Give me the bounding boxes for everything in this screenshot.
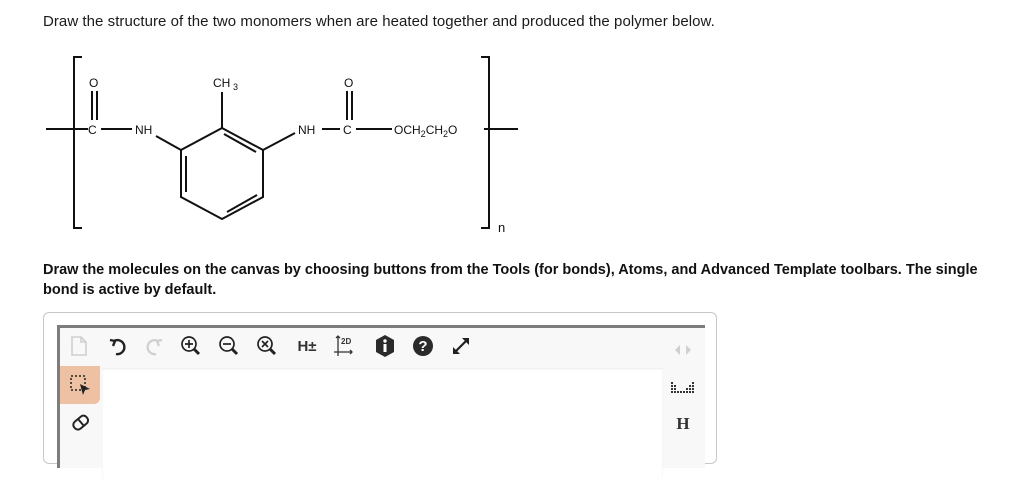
ester-chain-1: OCH bbox=[394, 123, 421, 137]
carbonyl-carbon-right: C bbox=[343, 123, 352, 137]
fullscreen-button[interactable] bbox=[448, 333, 474, 359]
help-icon bbox=[411, 334, 435, 358]
svg-text:OCH2CH2O bbox=[394, 123, 457, 139]
svg-text:2D: 2D bbox=[341, 337, 352, 346]
zoom-in-icon bbox=[179, 334, 203, 358]
help-button[interactable] bbox=[410, 333, 436, 359]
carbonyl-carbon-left: C bbox=[88, 123, 97, 137]
clean-2d-button[interactable] bbox=[332, 333, 358, 359]
question-text: Draw the structure of the two monomers when are heated together and produced the polymer below. bbox=[43, 13, 715, 30]
periodic-table-button[interactable] bbox=[668, 374, 698, 402]
methyl-subscript: 3 bbox=[233, 82, 239, 92]
scroll-arrows-icon bbox=[672, 343, 694, 357]
ester-sub-1: 2 bbox=[420, 129, 426, 139]
amide-nh-right: NH bbox=[298, 123, 316, 137]
toolbar-scroll-button[interactable] bbox=[668, 336, 698, 364]
right-toolbar bbox=[663, 328, 703, 468]
amide-nh-left: NH bbox=[135, 123, 153, 137]
eraser-icon bbox=[68, 411, 92, 435]
zoom-out-button[interactable] bbox=[216, 333, 242, 359]
right-bracket bbox=[481, 57, 489, 228]
new-document-button[interactable] bbox=[66, 333, 92, 359]
info-icon bbox=[374, 334, 396, 358]
instructions-line-2: bond is active by default. bbox=[43, 282, 217, 298]
instructions-line-1: Draw the molecules on the canvas by choosing buttons from the Tools (for bonds), Atoms, and Advanced Template toolbars. The single bbox=[43, 262, 978, 278]
zoom-out-icon bbox=[217, 334, 241, 358]
hydrogen-toggle-icon: H± bbox=[297, 337, 317, 355]
redo-button[interactable] bbox=[140, 333, 166, 359]
clean-2d-icon bbox=[332, 333, 358, 359]
undo-icon bbox=[108, 335, 130, 357]
new-document-icon bbox=[69, 335, 89, 357]
select-tool-button[interactable] bbox=[60, 366, 100, 404]
instructions bbox=[43, 260, 978, 300]
ester-sub-2: 2 bbox=[443, 129, 449, 139]
zoom-in-button[interactable] bbox=[178, 333, 204, 359]
atom-h-icon: H bbox=[676, 414, 690, 433]
methyl-label: CH bbox=[213, 76, 231, 90]
carbonyl-oxygen-right: O bbox=[344, 76, 354, 90]
ester-chain-3: O bbox=[448, 123, 458, 137]
zoom-reset-icon bbox=[255, 334, 279, 358]
ester-chain-2: CH bbox=[425, 123, 444, 137]
polymer-structure-image bbox=[0, 50, 560, 250]
redo-icon bbox=[142, 335, 164, 357]
left-toolbar bbox=[60, 366, 100, 476]
expand-icon bbox=[449, 334, 473, 358]
left-bracket bbox=[74, 57, 82, 228]
select-lasso-icon bbox=[67, 372, 93, 398]
periodic-table-icon bbox=[670, 379, 696, 397]
repeat-unit-n: n bbox=[498, 220, 506, 235]
eraser-tool-button[interactable] bbox=[60, 404, 100, 442]
zoom-reset-button[interactable] bbox=[254, 333, 280, 359]
atom-h-button[interactable] bbox=[668, 410, 698, 438]
drawing-canvas[interactable] bbox=[102, 368, 663, 478]
hydrogen-toggle-button[interactable] bbox=[292, 333, 322, 359]
about-button[interactable] bbox=[372, 333, 398, 359]
undo-button[interactable] bbox=[106, 333, 132, 359]
top-toolbar bbox=[60, 328, 705, 366]
carbonyl-oxygen-left: O bbox=[89, 76, 99, 90]
svg-text:?: ? bbox=[418, 338, 428, 355]
